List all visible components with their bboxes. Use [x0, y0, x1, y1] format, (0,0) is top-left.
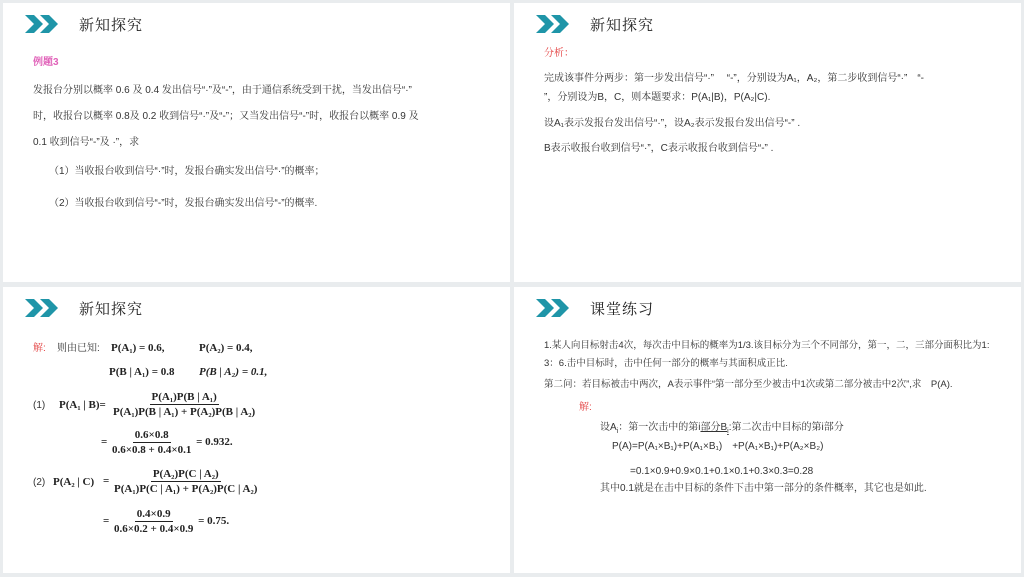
sol1-sub: i: [616, 428, 619, 435]
sol1-prefix: 设A: [600, 422, 617, 433]
part-1-result: = 0.932.: [196, 436, 233, 449]
double-chevron-icon: [25, 299, 63, 317]
exercise-line-2: 3：6.击中目标时，击中任何一部分的概率与其面积成正比.: [544, 358, 788, 369]
analysis-line-1: 完成该事件分两步：第一步发出信号“·” “-”，分别设为A₁，A₂，第二步收到信号“·” “-: [544, 73, 925, 84]
part-2-label: (2): [33, 477, 46, 488]
slide-2-title: 新知探究: [590, 16, 655, 34]
question-2: （2）当收报台收到信号“-”时，发报台确实发出信号“-”的概率.: [49, 198, 318, 209]
part-2-numerator: P(A₂)P(C | A₂): [152, 468, 219, 480]
part-2-numeric-denominator: 0.6×0.2 + 0.4×0.9: [114, 523, 194, 535]
part-2-numeric-numerator: 0.4×0.9: [136, 508, 171, 520]
double-chevron-icon: [536, 299, 574, 317]
slide-3-title: 新知探究: [79, 300, 144, 318]
exercise-line-3: 第二问：若目标被击中两次，A表示事件“第一部分至少被击中1次或第二部分被击中2次”,求 P(A).: [544, 379, 953, 390]
double-chevron-icon: [536, 15, 574, 33]
slide-3[interactable]: [3, 287, 510, 573]
solution-line-3: =0.1×0.9+0.9×0.1+0.1×0.1+0.3×0.3=0.28: [630, 466, 814, 477]
part-1-numeric-numerator: 0.6×0.8: [134, 429, 169, 441]
part-1-numeric: = $\frac{0.6\times 0.8}{0.6\times 0.8 + 0.4\times 0.1}$ = 0.932.: [101, 429, 233, 456]
question-1: （1）当收报台收到信号“·”时，发报台确实发出信号“·”的概率；: [49, 166, 325, 177]
slide-1[interactable]: [3, 3, 510, 282]
part-2-result: = 0.75.: [198, 515, 230, 528]
problem-line-3: 0.1 收到信号“-”及 ·”，求: [33, 137, 140, 148]
part-2-denominator: P(A₁)P(C | A₁) + P(A₂)P(C | A₂): [114, 483, 258, 495]
part-1-denominator: P(A₁)P(B | A₁) + P(A₂)P(B | A₂): [113, 406, 256, 418]
part-1-label: (1): [33, 400, 46, 411]
problem-line-1: 发报台分别以概率 0.6 及 0.4 发出信号“·”及“-”，由于通信系统受到干扰，当发出信号“·”: [33, 85, 412, 96]
slide-2-header: [536, 13, 654, 35]
exercise-line-1: 1.某人向目标射击4次，每次击中目标的概率为1/3.该目标分为三个不同部分，第一，二，三部分面积比为1:: [544, 340, 990, 351]
prob-a1: P(A₁) = 0.6,: [111, 342, 165, 354]
example-label: 例题3: [33, 57, 59, 68]
slide-4-title: 课堂练习: [590, 300, 655, 318]
part-2-lhs: P(A₂ | C): [53, 476, 95, 488]
sol1-rest: :第二次击中目标的第i部分: [728, 422, 844, 433]
sol1-b: B: [720, 422, 728, 433]
slide-3-header: [25, 297, 143, 319]
sol1-mid: ：第一次击中的第i: [618, 422, 701, 433]
part-2-formula: = $\frac{\text{P(A₂)P(C | A₂)}}{\text{P(A₁)P(C | A₁) + P(A₂)P(C | A₂)}}$: [103, 468, 258, 495]
solution-line-4: 其中0.1就是在击中目标的条件下击中第一部分的条件概率，其它也是如此.: [600, 483, 927, 494]
slide-4[interactable]: [514, 287, 1021, 573]
analysis-line-3: 设A₁表示发报台发出信号“·”，设A₂表示发报台发出信号“-” .: [544, 118, 801, 129]
slide-1-title: 新知探究: [79, 16, 144, 34]
solution-line-1: [600, 421, 844, 439]
double-chevron-icon: [25, 15, 63, 33]
analysis-line-2: ”，分别设为B，C，则本题要求：P(A₁|B)，P(A₂|C).: [544, 92, 771, 103]
analysis-line-4: B表示收报台收到信号“·”，C表示收报台收到信号“-” .: [544, 143, 774, 154]
prob-a2: P(A₂) = 0.4,: [199, 342, 253, 354]
slide-2[interactable]: [514, 3, 1021, 282]
slide-1-header: [25, 13, 143, 35]
exercise-solution-label: 解:: [579, 402, 592, 413]
part-1-numeric-denominator: 0.6×0.8 + 0.4×0.1: [112, 444, 192, 456]
sol1-underlined: 部分: [700, 422, 721, 433]
analysis-label: 分析：: [544, 48, 574, 59]
slide-4-header: [536, 297, 654, 319]
problem-line-2: 时，收报台以概率 0.8及 0.2 收到信号“·”及“-”；又当发出信号“-”时，收报台以概率 0.9 及: [33, 111, 419, 122]
solution-line-2: P(A)=P(A₁×B₁)+P(A₁×B₁) +P(A₁×B₁)+P(A₂×B₂): [612, 441, 824, 452]
sol1-bsub: i: [727, 428, 729, 435]
prob-b-given-a1: P(B | A₁) = 0.8: [109, 366, 175, 378]
part-1-numerator: P(A₁)P(B | A₁): [151, 391, 217, 403]
prob-b-given-a2: P(B | A₂) = 0.1,: [199, 366, 268, 378]
part-1-formula: [111, 391, 257, 418]
part-1-lhs: P(A₁ | B)=: [59, 399, 106, 411]
solution-label: 解:: [33, 343, 46, 354]
given-prefix: 则由已知:: [57, 343, 100, 354]
part-2-numeric: = $\frac{0.4\times 0.9}{0.6\times 0.2 + 0.4\times 0.9}$ = 0.75.: [103, 508, 230, 535]
